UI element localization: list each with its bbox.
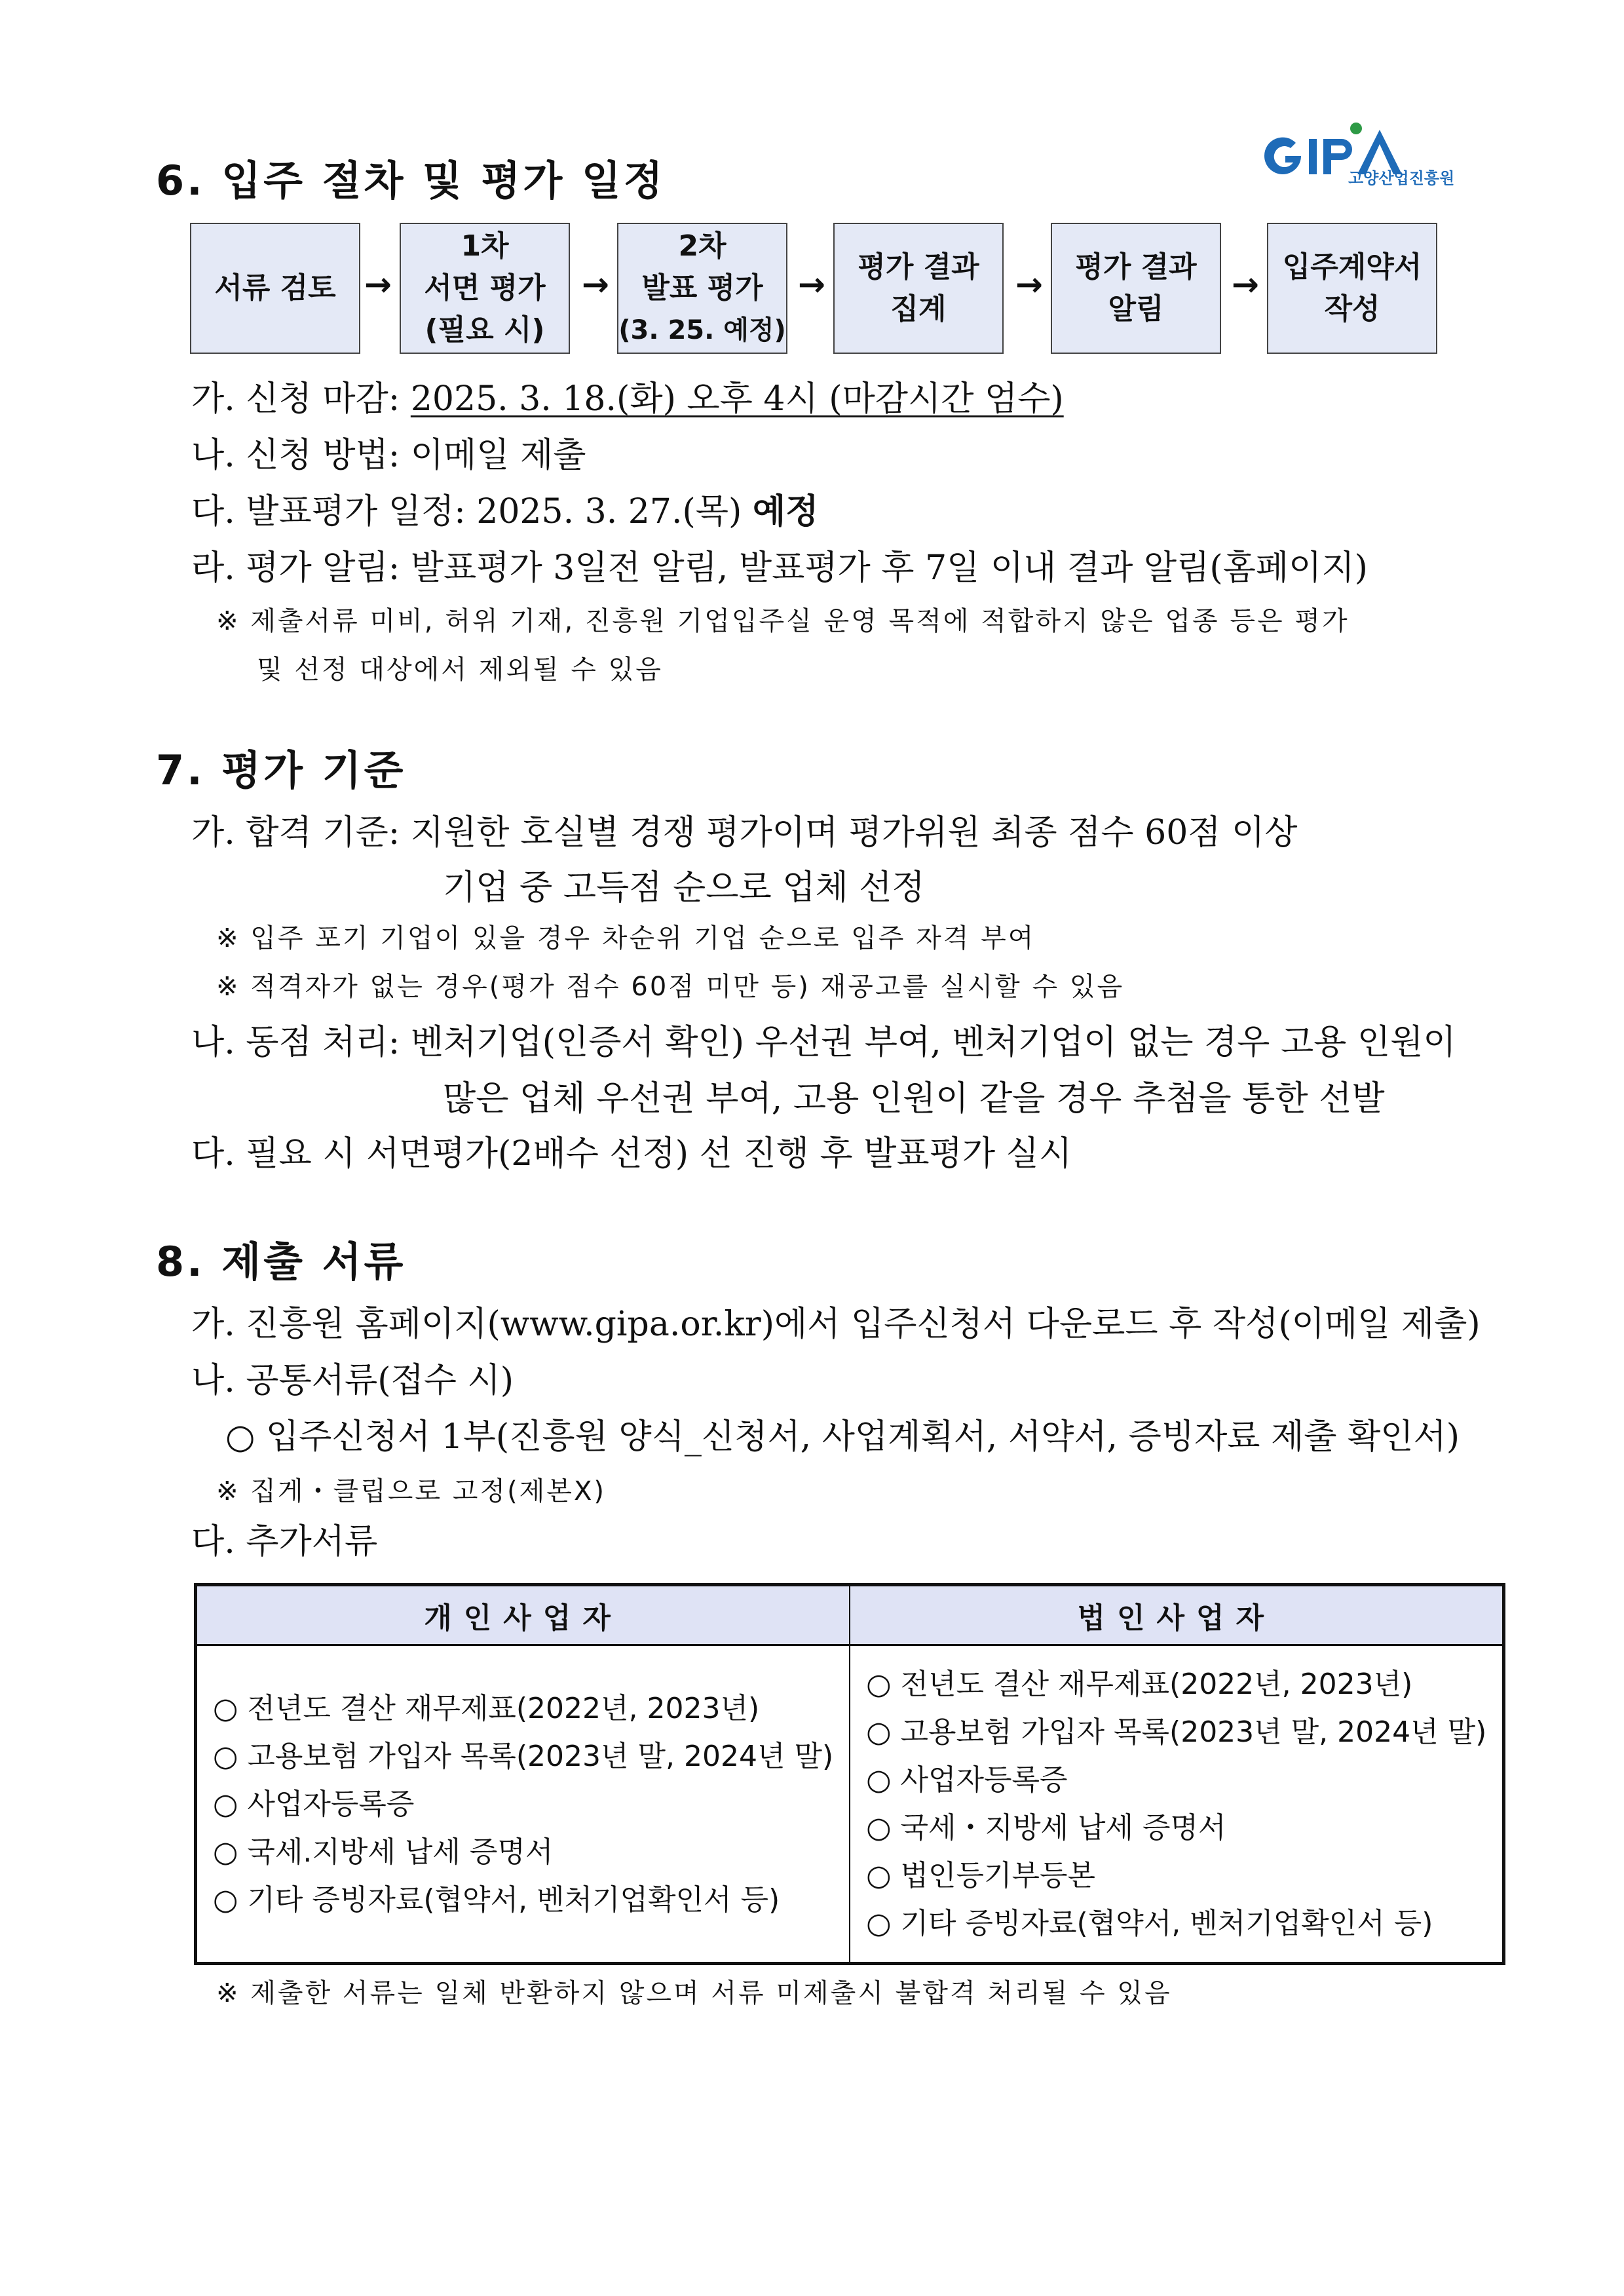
- table-row: [196, 1645, 1504, 1964]
- flow-arrow-1: →: [364, 265, 392, 303]
- flow-arrow-4: →: [1015, 265, 1043, 303]
- flow-arrow-5: →: [1232, 265, 1259, 303]
- table-header-row: [196, 1585, 1504, 1645]
- flow-step-5: [1051, 223, 1221, 354]
- tie-break-line-1: 나. 동점 처리: 벤처기업(인증서 확인) 우선권 부여, 벤처기업이 없는 경우 고용 인원이: [191, 1023, 1456, 1062]
- flow-step-4-line-1: 평가 결과: [858, 250, 979, 284]
- common-docs-line: 나. 공통서류(접수 시): [191, 1361, 514, 1400]
- flow-step-1: [190, 223, 360, 354]
- deadline-label: 가. 신청 마감:: [191, 379, 411, 419]
- list-item: ○ 사업자등록증: [866, 1763, 1068, 1797]
- flow-step-5-line-2: 알림: [1108, 292, 1164, 326]
- final-note: ※ 제출한 서류는 일체 반환하지 않으며 서류 미제출시 불합격 처리될 수 있음: [216, 1978, 1172, 2008]
- pass-criteria-line-1: 가. 합격 기준: 지원한 호실별 경쟁 평가이며 평가위원 최종 점수 60점 이상: [191, 813, 1298, 852]
- list-item: ○ 기타 증빙자료(협약서, 벤처기업확인서 등): [213, 1883, 780, 1917]
- section-8-note: ※ 집게・클립으로 고정(제본X): [216, 1476, 606, 1506]
- presentation-date-value: 2025. 3. 27.(목): [476, 492, 753, 531]
- flow-step-2-line-1: 1차: [461, 229, 509, 263]
- flow-step-2: [400, 223, 570, 354]
- section-8-title: 8. 제출 서류: [156, 1238, 406, 1286]
- flow-step-6-line-2: 작성: [1324, 292, 1380, 326]
- section-7-note-2: ※ 적격자가 없는 경우(평가 점수 60점 미만 등) 재공고를 실시할 수 있음: [216, 972, 1125, 1002]
- list-item: ○ 전년도 결산 재무제표(2022년, 2023년): [866, 1668, 1413, 1701]
- section-7-title: 7. 평가 기준: [156, 746, 406, 794]
- header-individual: 개인사업자: [196, 1585, 850, 1645]
- additional-docs-table: [194, 1583, 1505, 1965]
- download-line: 가. 진흥원 홈페이지(www.gipa.or.kr)에서 입주신청서 다운로드 후 작성(이메일 제출): [191, 1305, 1481, 1344]
- section-6-title: 6. 입주 절차 및 평가 일정: [156, 157, 666, 204]
- flow-step-3-line-1: 2차: [678, 229, 727, 263]
- presentation-date-status: 예정: [752, 492, 819, 531]
- corporate-docs-cell: [850, 1645, 1504, 1964]
- section-6-note-1: ※ 제출서류 미비, 허위 기재, 진흥원 기업입주실 운영 목적에 적합하지 않은 업종 등은 평가: [216, 606, 1350, 636]
- method-line: 나. 신청 방법: 이메일 제출: [191, 436, 586, 475]
- presentation-date-line: [191, 484, 818, 533]
- list-item: ○ 고용보험 가입자 목록(2023년 말, 2024년 말): [866, 1715, 1487, 1749]
- additional-docs-line: 다. 추가서류: [191, 1522, 378, 1561]
- list-item: ○ 고용보험 가입자 목록(2023년 말, 2024년 말): [213, 1739, 834, 1773]
- pass-criteria-line-2: 기업 중 고득점 순으로 업체 선정: [443, 868, 925, 908]
- flow-step-3: [617, 223, 787, 354]
- deadline-line: [191, 371, 1064, 420]
- list-item: ○ 국세・지방세 납세 증명서: [866, 1811, 1226, 1845]
- list-item: ○ 법인등기부등본: [866, 1859, 1096, 1892]
- deadline-value: 2025. 3. 18.(화) 오후 4시 (마감시간 엄수): [410, 379, 1064, 419]
- flow-step-2-line-2: 서면 평가: [424, 271, 546, 305]
- list-item: ○ 국세.지방세 납세 증명서: [213, 1835, 554, 1869]
- list-item: ○ 기타 증빙자료(협약서, 벤처기업확인서 등): [866, 1907, 1433, 1940]
- flow-step-6: [1267, 223, 1437, 354]
- tie-break-line-2: 많은 업체 우선권 부여, 고용 인원이 같을 경우 추첨을 통한 선발: [443, 1079, 1385, 1119]
- flow-step-5-line-1: 평가 결과: [1075, 250, 1197, 284]
- list-item: ○ 사업자등록증: [213, 1787, 415, 1821]
- flow-step-2-line-3: (필요 시): [425, 313, 545, 347]
- individual-docs-cell: [196, 1645, 850, 1964]
- presentation-date-label: 다. 발표평가 일정:: [191, 492, 477, 531]
- logo-subtitle: 고양산업진흥원: [1348, 169, 1455, 187]
- flow-step-3-line-3: (3. 25. 예정): [618, 315, 786, 345]
- flow-step-4: [833, 223, 1004, 354]
- header-corporate: 법인사업자: [850, 1585, 1504, 1645]
- flow-step-1-line-1: 서류 검토: [214, 271, 336, 305]
- flow-arrow-2: →: [582, 265, 609, 303]
- section-7-note-1: ※ 입주 포기 기업이 있을 경우 차순위 기업 순으로 입주 자격 부여: [216, 923, 1036, 953]
- notification-line: 라. 평가 알림: 발표평가 3일전 알림, 발표평가 후 7일 이내 결과 알림(홈페이지): [191, 548, 1368, 588]
- flow-step-3-line-2: 발표 평가: [641, 271, 763, 305]
- document-review-line: 다. 필요 시 서면평가(2배수 선정) 선 진행 후 발표평가 실시: [191, 1134, 1072, 1174]
- list-item: ○ 전년도 결산 재무제표(2022년, 2023년): [213, 1691, 760, 1725]
- flow-arrow-3: →: [798, 265, 825, 303]
- application-form-item: ○ 입주신청서 1부(진흥원 양식_신청서, 사업계획서, 서약서, 증빙자료 제출 확인서): [225, 1417, 1460, 1457]
- section-6-note-2: 및 선정 대상에서 제외될 수 있음: [257, 655, 663, 685]
- flow-step-4-line-2: 집계: [890, 292, 947, 326]
- flow-step-6-line-1: 입주계약서: [1282, 250, 1422, 284]
